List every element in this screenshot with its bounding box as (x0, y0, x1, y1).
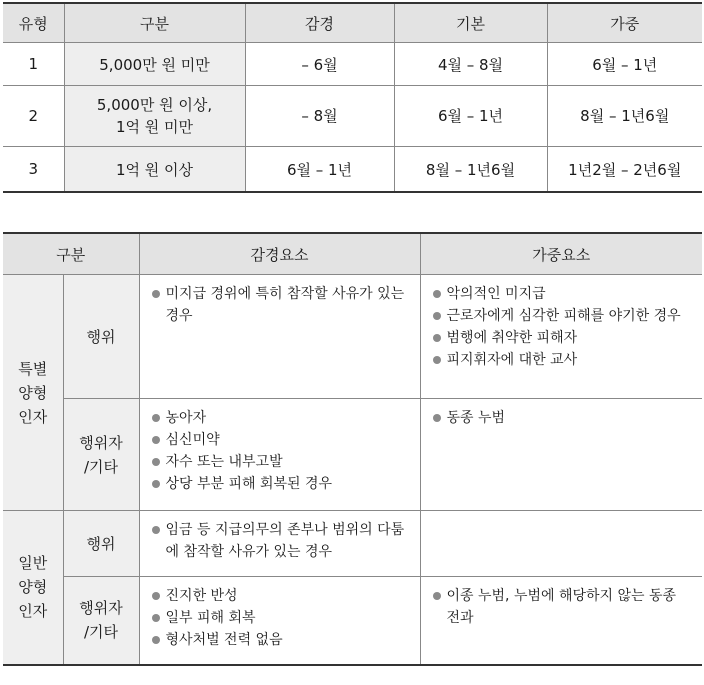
table-row (3, 86, 702, 147)
sub-label-line: /기타 (83, 457, 119, 476)
aggravating-list (433, 407, 693, 429)
mitigating-cell (139, 275, 420, 399)
header-category: 구분 (3, 233, 139, 275)
type-cell: 2 (3, 86, 64, 147)
header-mitigated: 감경 (245, 3, 394, 43)
list-item: 진지한 반성 (152, 585, 410, 607)
aggravating-list (433, 283, 693, 371)
mitigating-cell (139, 399, 420, 511)
aggravated-cell: 1년2월 – 2년6월 (547, 147, 702, 193)
list-item: 자수 또는 내부고발 (152, 451, 410, 473)
mitigating-list (152, 283, 410, 327)
list-item: 범행에 취약한 피해자 (433, 327, 693, 349)
list-item: 미지급 경위에 특히 참작할 사유가 있는 경우 (152, 283, 410, 327)
header-row (3, 3, 702, 43)
category-line: 5,000만 원 이상, (96, 96, 213, 114)
group-label-line: 특별 (18, 359, 48, 378)
group-label-line: 양형 (18, 383, 48, 402)
category-line: 1억 원 미만 (115, 118, 194, 136)
mitigating-list (152, 519, 410, 563)
group-label-line: 일반 (18, 554, 48, 573)
list-item: 농아자 (152, 407, 410, 429)
table-row (3, 399, 702, 511)
header-basic: 기본 (394, 3, 547, 43)
table-row (3, 511, 702, 577)
aggravated-cell: 6월 – 1년 (547, 43, 702, 86)
category-line: 1억 원 이상 (115, 160, 194, 179)
table-row (3, 275, 702, 399)
list-item: 악의적인 미지급 (433, 283, 693, 305)
mitigating-cell (139, 577, 420, 665)
category-line: 5,000만 원 미만 (99, 55, 210, 74)
list-item: 근로자에게 심각한 피해를 야기한 경우 (433, 305, 693, 327)
sub-label-act (63, 511, 139, 577)
table-row (3, 43, 702, 86)
sub-label-line: 행위 (86, 534, 116, 553)
mitigated-cell: – 6월 (245, 43, 394, 86)
basic-cell: 4월 – 8월 (394, 43, 547, 86)
header-category: 구분 (64, 3, 245, 43)
sentencing-factors-table (3, 232, 702, 666)
list-item: 동종 누범 (433, 407, 693, 429)
sentencing-range-table (3, 2, 702, 193)
category-cell (64, 43, 245, 86)
sub-label-line: 행위자 (79, 599, 123, 618)
sub-label-line: /기타 (83, 623, 119, 642)
basic-cell: 8월 – 1년6월 (394, 147, 547, 193)
basic-cell: 6월 – 1년 (394, 86, 547, 147)
aggravating-cell (420, 577, 702, 665)
sub-label-actor (63, 577, 139, 665)
header-row (3, 233, 702, 275)
mitigated-cell: 6월 – 1년 (245, 147, 394, 193)
list-item: 상당 부분 피해 회복된 경우 (152, 473, 410, 495)
group-label-line: 인자 (18, 602, 48, 621)
sub-label-act (63, 275, 139, 399)
group-label-line: 인자 (18, 407, 48, 426)
list-item: 형사처벌 전력 없음 (152, 629, 410, 651)
group-label-special (3, 275, 63, 511)
mitigating-cell (139, 511, 420, 577)
sub-label-actor (63, 399, 139, 511)
group-label-line: 양형 (18, 578, 48, 597)
mitigating-list (152, 407, 410, 495)
type-cell: 1 (3, 43, 64, 86)
category-cell (64, 86, 245, 147)
sub-label-line: 행위 (86, 327, 116, 346)
header-aggravated: 가중 (547, 3, 702, 43)
mitigated-cell: – 8월 (245, 86, 394, 147)
aggravating-list (433, 585, 693, 629)
group-label-general (3, 511, 63, 665)
type-cell: 3 (3, 147, 64, 193)
aggravated-cell: 8월 – 1년6월 (547, 86, 702, 147)
aggravating-cell (420, 399, 702, 511)
list-item: 심신미약 (152, 429, 410, 451)
list-item: 피지휘자에 대한 교사 (433, 349, 693, 371)
table-row (3, 147, 702, 193)
table-row (3, 577, 702, 665)
header-mitigating: 감경요소 (139, 233, 420, 275)
list-item: 이종 누범, 누범에 해당하지 않는 동종 전과 (433, 585, 693, 629)
header-aggravating: 가중요소 (420, 233, 702, 275)
list-item: 일부 피해 회복 (152, 607, 410, 629)
sub-label-line: 행위자 (79, 433, 123, 452)
category-cell (64, 147, 245, 193)
list-item: 임금 등 지급의무의 존부나 범위의 다툼에 참작할 사유가 있는 경우 (152, 519, 410, 563)
header-type: 유형 (3, 3, 64, 43)
aggravating-cell (420, 275, 702, 399)
aggravating-cell (420, 511, 702, 577)
mitigating-list (152, 585, 410, 651)
